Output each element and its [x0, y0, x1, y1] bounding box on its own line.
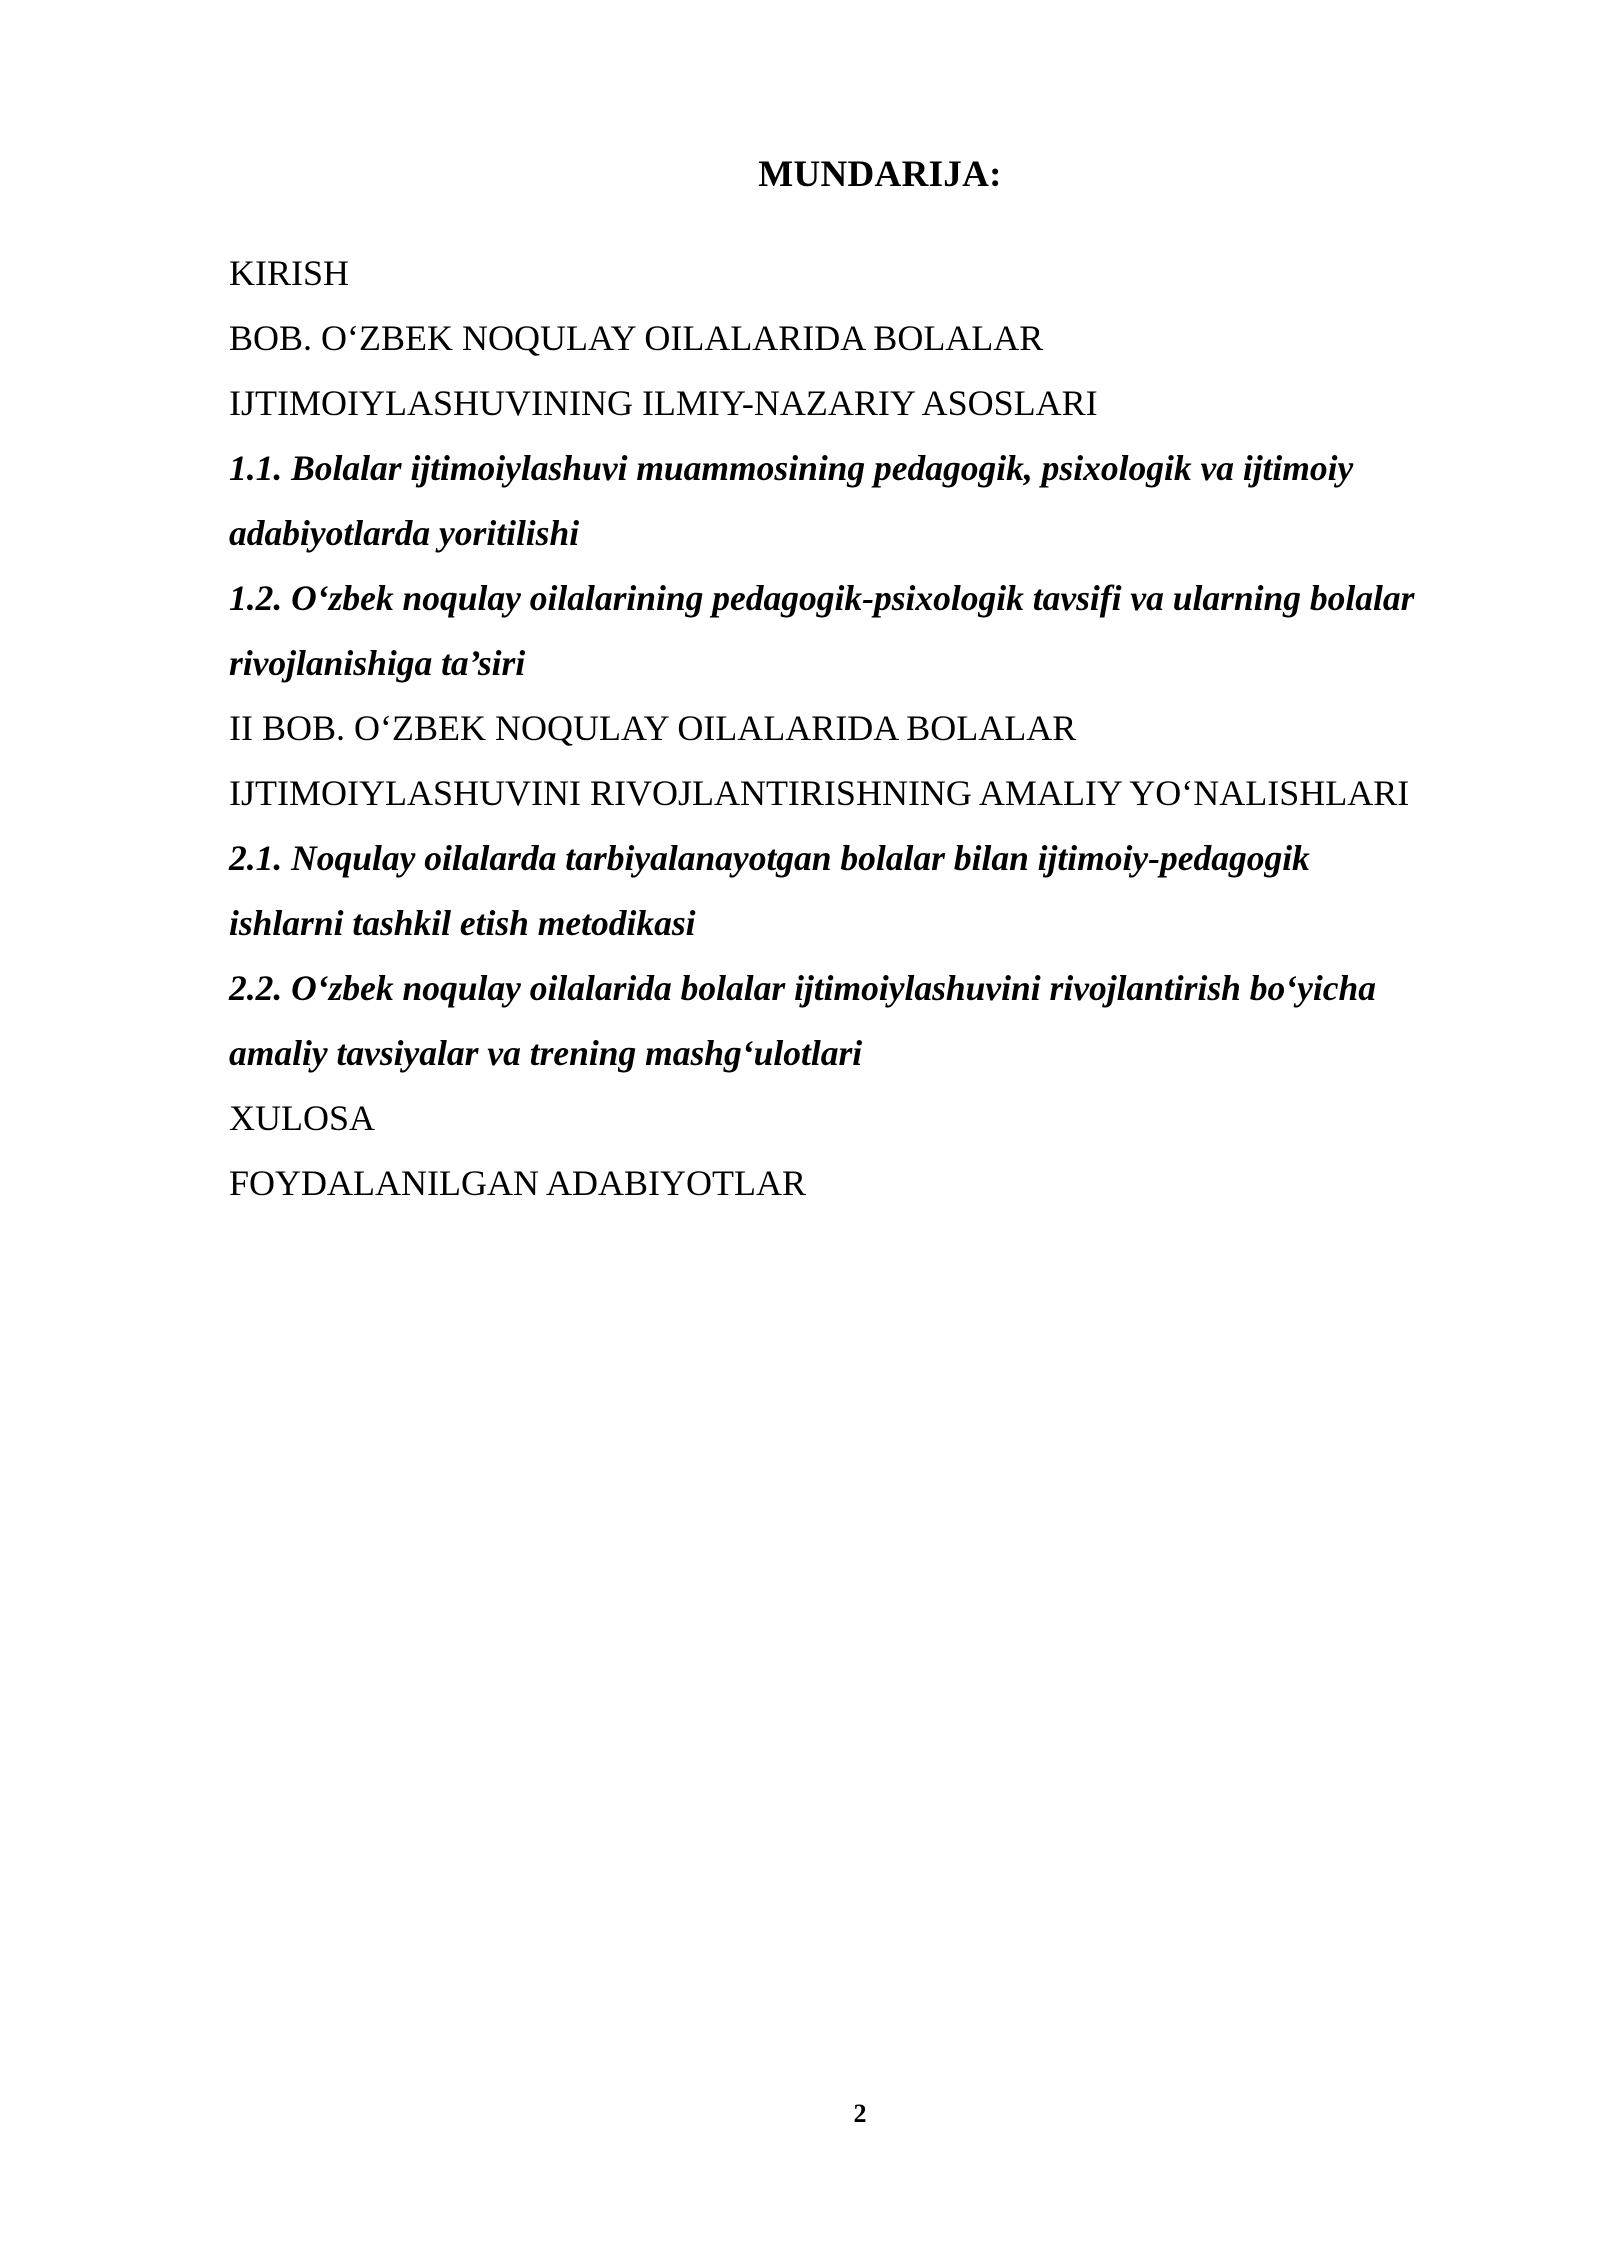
toc-line: II BOB. O‘ZBEK NOQULAY OILALARIDA BOLALAR — [229, 708, 1077, 748]
toc-line: rivojlanishiga ta’siri — [229, 643, 526, 683]
toc-line: 2.2. O‘zbek noqulay oilalarida bolalar ijtimoiylashuvini rivojlantirish bo‘yicha — [229, 968, 1376, 1008]
page-number: 2 — [853, 2099, 867, 2128]
toc-line: KIRISH — [229, 253, 350, 293]
toc-line: BOB. O‘ZBEK NOQULAY OILALARIDA BOLALAR — [229, 318, 1044, 358]
toc-line: XULOSA — [229, 1098, 376, 1138]
toc-line: adabiyotlarda yoritilishi — [229, 513, 580, 553]
toc-line: amaliy tavsiyalar va trening mashg‘ulotlari — [229, 1033, 863, 1073]
toc-line: 1.2. O‘zbek noqulay oilalarining pedagogik-psixologik tavsifi va ularning bolalar — [229, 578, 1415, 618]
page-title: MUNDARIJA: — [758, 154, 1002, 195]
toc-line: 1.1. Bolalar ijtimoiylashuvi muammosining pedagogik, psixologik va ijtimoiy — [229, 448, 1354, 488]
toc-line: IJTIMOIYLASHUVINING ILMIY-NAZARIY ASOSLARI — [229, 383, 1098, 423]
table-of-contents — [229, 241, 1549, 1216]
toc-line: FOYDALANILGAN ADABIYOTLAR — [229, 1163, 806, 1203]
toc-line: 2.1. Noqulay oilalarda tarbiyalanayotgan bolalar bilan ijtimoiy-pedagogik — [229, 838, 1310, 878]
toc-line: ishlarni tashkil etish metodikasi — [229, 903, 696, 943]
toc-line: IJTIMOIYLASHUVINI RIVOJLANTIRISHNING AMALIY YO‘NALISHLARI — [229, 773, 1410, 813]
